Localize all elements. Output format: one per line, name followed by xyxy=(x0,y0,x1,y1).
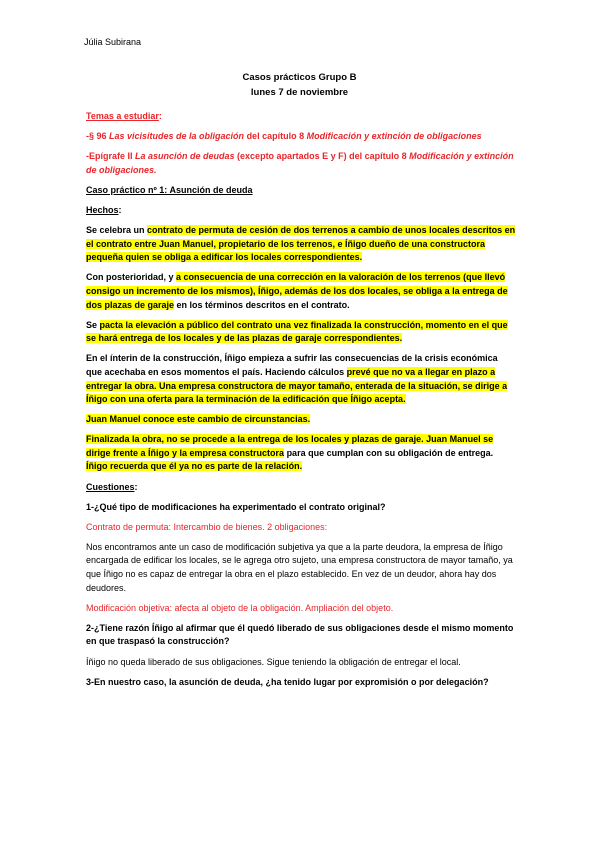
document-body xyxy=(86,110,516,696)
question-1: 1-¿Qué tipo de modificaciones ha experimentado el contrato original? xyxy=(86,501,386,512)
document-date: lunes 7 de noviembre xyxy=(250,87,349,98)
author-name: Júlia Subirana xyxy=(84,37,142,47)
document-title: Casos prácticos Grupo B xyxy=(242,72,357,83)
question-2: 2-¿Tiene razón Íñigo al afirmar que él quedó liberado de sus obligaciones desde el mismo momento en que traspasó la construcción? xyxy=(86,622,514,647)
answer-1-title: Contrato de permuta: Intercambio de bienes. 2 obligaciones: xyxy=(86,521,328,532)
answer-1-objective: Modificación objetiva: afecta al objeto de la obligación. Ampliación del objeto. xyxy=(86,602,394,613)
hechos-paragraph-1: Se celebra un contrato de permuta de cesión de dos terrenos a cambio de unos locales descritos en el contrato entre Juan Manuel, propietario de los terrenos, e Íñigo dueño de una constructora pequeña quien se obliga a edificar los locales correspondientes. xyxy=(86,225,516,263)
answer-1-body: Nos encontramos ante un caso de modificación subjetiva ya que a la parte deudora, la empresa de Íñigo encargada de edificar los locales, se le agrega otro sujeto, una empresa constructora de mayor tamaño, ya que Íñigo no es capaz de entregar la obra en el plazo establecido. En vez de un deudor, ahora hay dos deudores. xyxy=(86,541,513,593)
hechos-paragraph-5: Juan Manuel conoce este cambio de circunstancias. xyxy=(86,414,311,425)
hechos-paragraph-2: Con posterioridad, y a consecuencia de una corrección en la valoración de los terrenos (que llevó consigo un incremento de los mismos), Íñigo, además de los dos locales, se obliga a la entrega de dos plazas de garaje en los términos descritos en el contrato. xyxy=(86,272,508,310)
hechos-paragraph-4: En el ínterin de la construcción, Íñigo empieza a sufrir las consecuencias de la crisis económica que acechaba en esos momentos el país. Haciendo cálculos prevé que no va a llegar en plazo a entregar la obra. Una empresa constructora de mayor tamaño, enterada de la situación, se dirige a Íñigo con una oferta para la terminación de la edificación que Íñigo acepta. xyxy=(86,353,508,405)
hechos-heading: Hechos: xyxy=(86,204,122,215)
answer-2: Íñigo no queda liberado de sus obligaciones. Sigue teniendo la obligación de entregar el local. xyxy=(86,656,461,667)
cuestiones-heading: Cuestiones: xyxy=(86,481,138,492)
caso-heading: Caso práctico nº 1: Asunción de deuda xyxy=(86,184,253,195)
tema-1: -§ 96 Las vicisitudes de la obligación del capítulo 8 Modificación y extinción de obligaciones xyxy=(86,131,482,142)
tema-2: -Epígrafe II La asunción de deudas (excepto apartados E y F) del capítulo 8 Modificación y extinción de obligaciones. xyxy=(86,151,514,175)
temas-heading: Temas a estudiar: xyxy=(86,111,162,121)
question-3: 3-En nuestro caso, la asunción de deuda, ¿ha tenido lugar por expromisión o por delegación? xyxy=(86,676,489,687)
hechos-paragraph-3: Se pacta la elevación a público del contrato una vez finalizada la construcción, momento en el que se hará entrega de los locales y de las plazas de garaje correspondientes. xyxy=(86,319,508,344)
hechos-paragraph-6: Finalizada la obra, no se procede a la entrega de los locales y plazas de garaje. Juan Manuel se dirige frente a Íñigo y la empresa constructora para que cumplan con su obligación de entrega. Íñigo recuerda que él ya no es parte de la relación. xyxy=(86,434,494,472)
